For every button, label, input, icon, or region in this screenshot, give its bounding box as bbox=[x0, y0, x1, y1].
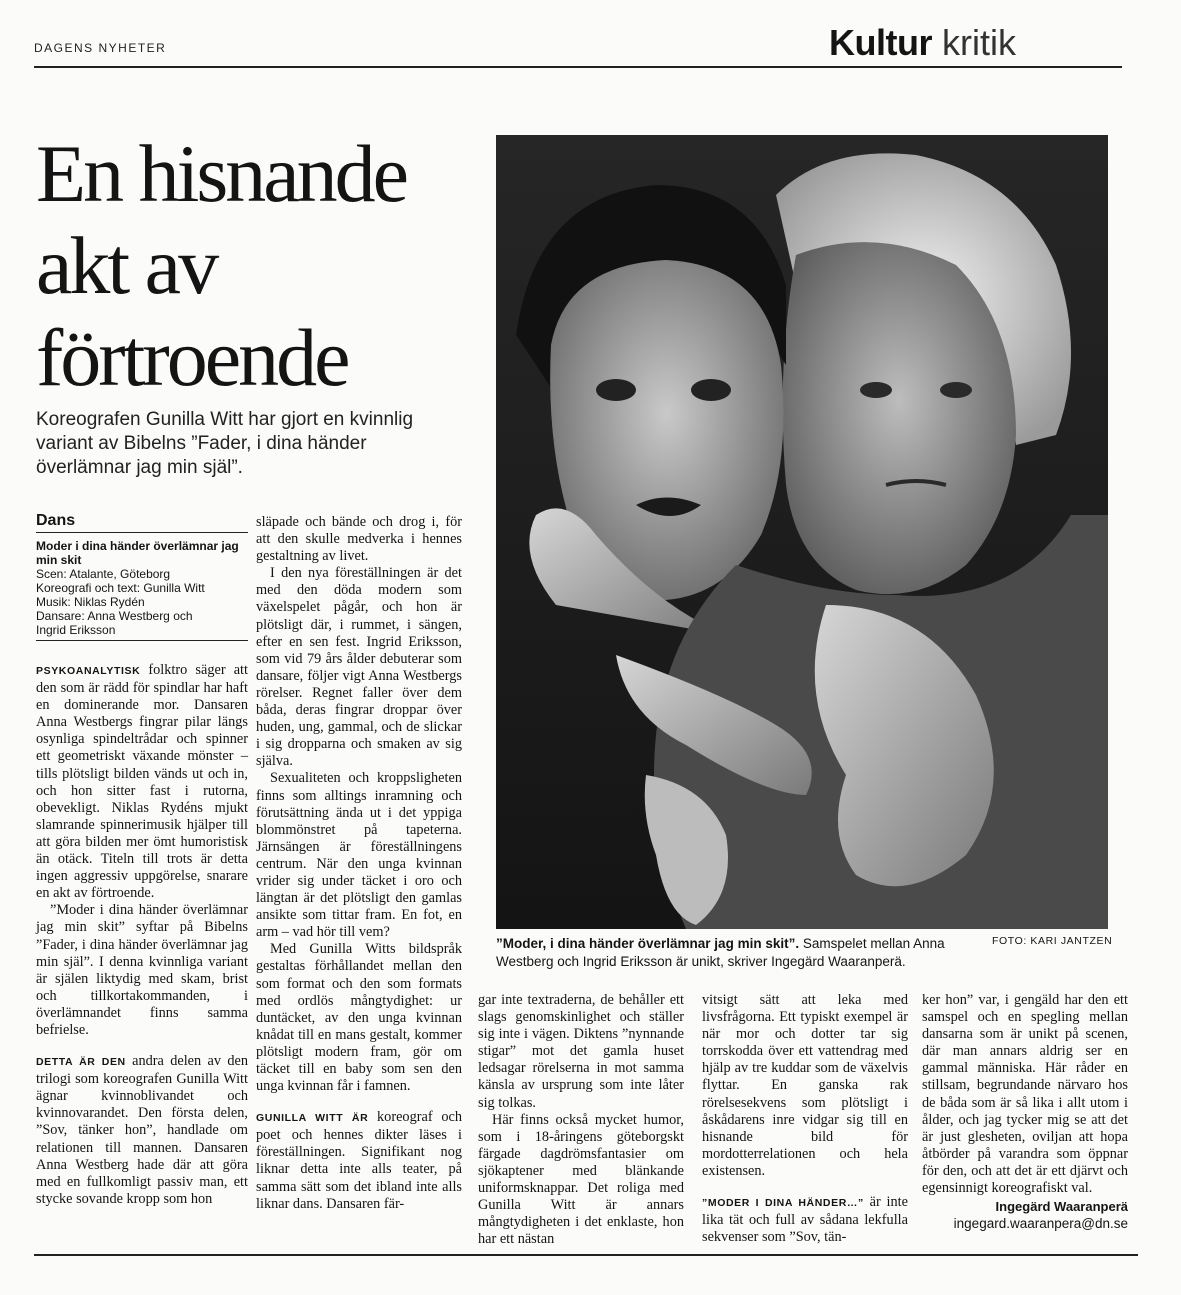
factbox-line: Koreografi och text: Gunilla Witt bbox=[36, 581, 205, 595]
paragraph: GUNILLA WITT ÄR koreograf och poet och hennes dikter läses i föreställningen. Signifikant nog liknar detta inte alls teater, på samma sätt som det ibland inte alls liknar dans. Dansaren fär- bbox=[256, 1109, 462, 1212]
lead-in: DETTA ÄR DEN bbox=[36, 1056, 126, 1069]
factbox-line: Scen: Atalante, Göteborg bbox=[36, 567, 171, 581]
headline-line-1: En hisnande bbox=[36, 128, 407, 219]
photo-credit: FOTO: KARI JANTZEN bbox=[992, 935, 1113, 947]
lead-in: ”MODER I DINA HÄNDER…” bbox=[702, 1197, 864, 1210]
headline-line-2: akt av bbox=[36, 220, 217, 311]
paragraph: vitsigt sätt att leka med livsfrågorna. Ett typiskt exempel är när mor och dotter tar sig torrskodda över ett vattendrag med hjälp av tre kuddar som de växelvis flyttar. En ganska rak rörelsesekvens som plötsligt i åskådarens inre vidgar sig till en hisnande bild för mordotterrelationen och hela existensen. bbox=[702, 992, 908, 1179]
factbox-line: Musik: Niklas Rydén bbox=[36, 595, 145, 609]
paragraph: Med Gunilla Witts bildspråk gestaltas förhållandet mellan den som format och den som formats med ordlös mångtydighet: ur duntäcket, av den unga kvinnan knådat till en mans gestalt, kommer plötsligt modern fram, gör om täcket till en baby som sen den unga kvinnan får i famnen. bbox=[256, 941, 462, 1095]
bottom-rule bbox=[34, 1254, 1138, 1256]
headline-line-3: förtroende bbox=[36, 312, 348, 403]
caption-quote: ”Moder, i dina händer överlämnar jag min skit”. bbox=[496, 936, 800, 951]
section-name: Kultur bbox=[829, 22, 932, 63]
body-column-4 bbox=[702, 992, 908, 1246]
caption-text: Samspelet mellan Anna Westberg och Ingrid Eriksson är unikt, skriver Ingegärd Waaranperä. bbox=[496, 936, 945, 969]
body-column-1 bbox=[36, 662, 248, 1208]
paragraph: ”Moder i dina händer överlämnar jag min skit” syftar på Bibelns ”Fader, i dina händer överlämnar jag min själ”. I denna kvinnliga variant är själen liktydig med skam, brist och tillkortakommanden, i överlämnandet finns samma befrielse. bbox=[36, 902, 248, 1038]
factbox-rule bbox=[36, 640, 248, 641]
paragraph: I den nya föreställningen är det med den döda modern som växelspelet pågår, och hon är plötsligt där, i rummet, i sängen, efter en sen fest. Ingrid Eriksson, som vid 79 års ålder debuterar som dansare, följer vigt Anna Westbergs rörelser. Regnet faller över dem båda, deras fingrar droppar över huden, ung, gammal, och de slickar i sig dropparna och smaken av sig själva. bbox=[256, 565, 462, 770]
masthead bbox=[34, 20, 1122, 68]
paragraph: Sexualiteten och kroppsligheten finns som alltings inramning och förutsättning ända ut i det yppiga blommönstret på tapeterna. Järnsängen är föreställningens centrum. När den unga kvinnan vrider sig under täcket i oro och längtan är det plötsligt den gamlas ansikte som tittar fram. En fot, en arm – vad hör till vem? bbox=[256, 770, 462, 941]
factbox-heading: Dans bbox=[36, 512, 248, 533]
photo-illustration bbox=[496, 135, 1108, 929]
lead-in: PSYKOANALYTISK bbox=[36, 665, 141, 677]
photo-caption bbox=[496, 935, 986, 971]
newspaper-name: DAGENS NYHETER bbox=[34, 41, 167, 55]
author-signature: Ingegärd Waaranperä bbox=[995, 1199, 1128, 1215]
paragraph: gar inte textraderna, de behåller ett slags genomskinlighet och ställer sig inte i vägen. Diktens ”nynnande stigar” mot det gamla huset ledsagar rörelserna in mot samma känsla av ursprung som inte låter sig tolkas. bbox=[478, 992, 684, 1111]
ingress: Koreografen Gunilla Witt har gjort en kvinnlig variant av Bibelns ”Fader, i dina händer överlämnar jag min själ”. bbox=[36, 409, 414, 478]
article-photo bbox=[496, 135, 1108, 929]
factbox bbox=[36, 512, 248, 641]
paragraph: släpade och bände och drog i, för att den skulle medverka i hennes gestaltning av livet. bbox=[256, 514, 462, 565]
paragraph: ”MODER I DINA HÄNDER…” är inte lika tät och full av sådana lekfulla sekvenser som ”Sov, tän- bbox=[702, 1194, 908, 1246]
lead-in: GUNILLA WITT ÄR bbox=[256, 1112, 369, 1125]
body-column-5 bbox=[922, 992, 1128, 1233]
body-column-3 bbox=[478, 992, 684, 1248]
paragraph: Här finns också mycket humor, som i 18-åringens göteborgskt färgade dagdrömsfantasier om sjökaptener med blänkande uniformsknappar. Det roliga med Gunilla Witt är annars mångtydigheten i det enklaste, hon har ett nästan bbox=[478, 1111, 684, 1248]
factbox-line: Ingrid Eriksson bbox=[36, 623, 116, 637]
headline bbox=[36, 128, 476, 404]
author-email[interactable]: ingegard.waaranpera@dn.se bbox=[953, 1216, 1128, 1232]
body-column-2 bbox=[256, 514, 462, 1213]
paragraph: PSYKOANALYTISK folktro säger att den som är rädd för spindlar har haft en dominerande mor. Dansaren Anna Westbergs fingrar pilar längs osynliga spindeltrådar och spinner ett geometriskt växande mönster – tills plötsligt bilden vänds ut och in, och hon sitter fast i rutorna, obevekligt. Niklas Rydéns mjukt slamrande spinnerimusik hjälper till att göra bilden mer ömt humoristisk än otäck. Titeln till trots är detta ingen aggressiv uppgörelse, snarare en akt av förtroende. bbox=[36, 662, 248, 902]
factbox-line: Dansare: Anna Westberg och bbox=[36, 609, 193, 623]
paragraph: ker hon” var, i gengäld har den ett samspel och en spegling mellan dansarna som är unikt på scenen, där man annars aldrig ser en gammal människa. Här råder en stillsam, begrundande närvaro hos de båda som är så lika i allt utom i ålder, och jag tycker mig se att det är just glesheten, oviljan att hopa åtbörder på varandra som öppnar för den, och att det är ett djärvt och egensinnigt koreografiskt val. bbox=[922, 992, 1128, 1197]
section-label bbox=[829, 22, 1016, 64]
subsection-name: kritik bbox=[942, 22, 1016, 63]
factbox-title: Moder i dina händer överlämnar jag min skit bbox=[36, 539, 239, 567]
paragraph: DETTA ÄR DEN andra delen av den trilogi som koreografen Gunilla Witt ägnar kvinnoblivandet och kvinnovarandet. Den första delen, ”Sov, tänker hon”, handlade om relationen till mannen. Dansaren Anna Westberg hade där att göra med en fullkomligt passiv man, ett stycke sovande kropp som hon bbox=[36, 1053, 248, 1207]
